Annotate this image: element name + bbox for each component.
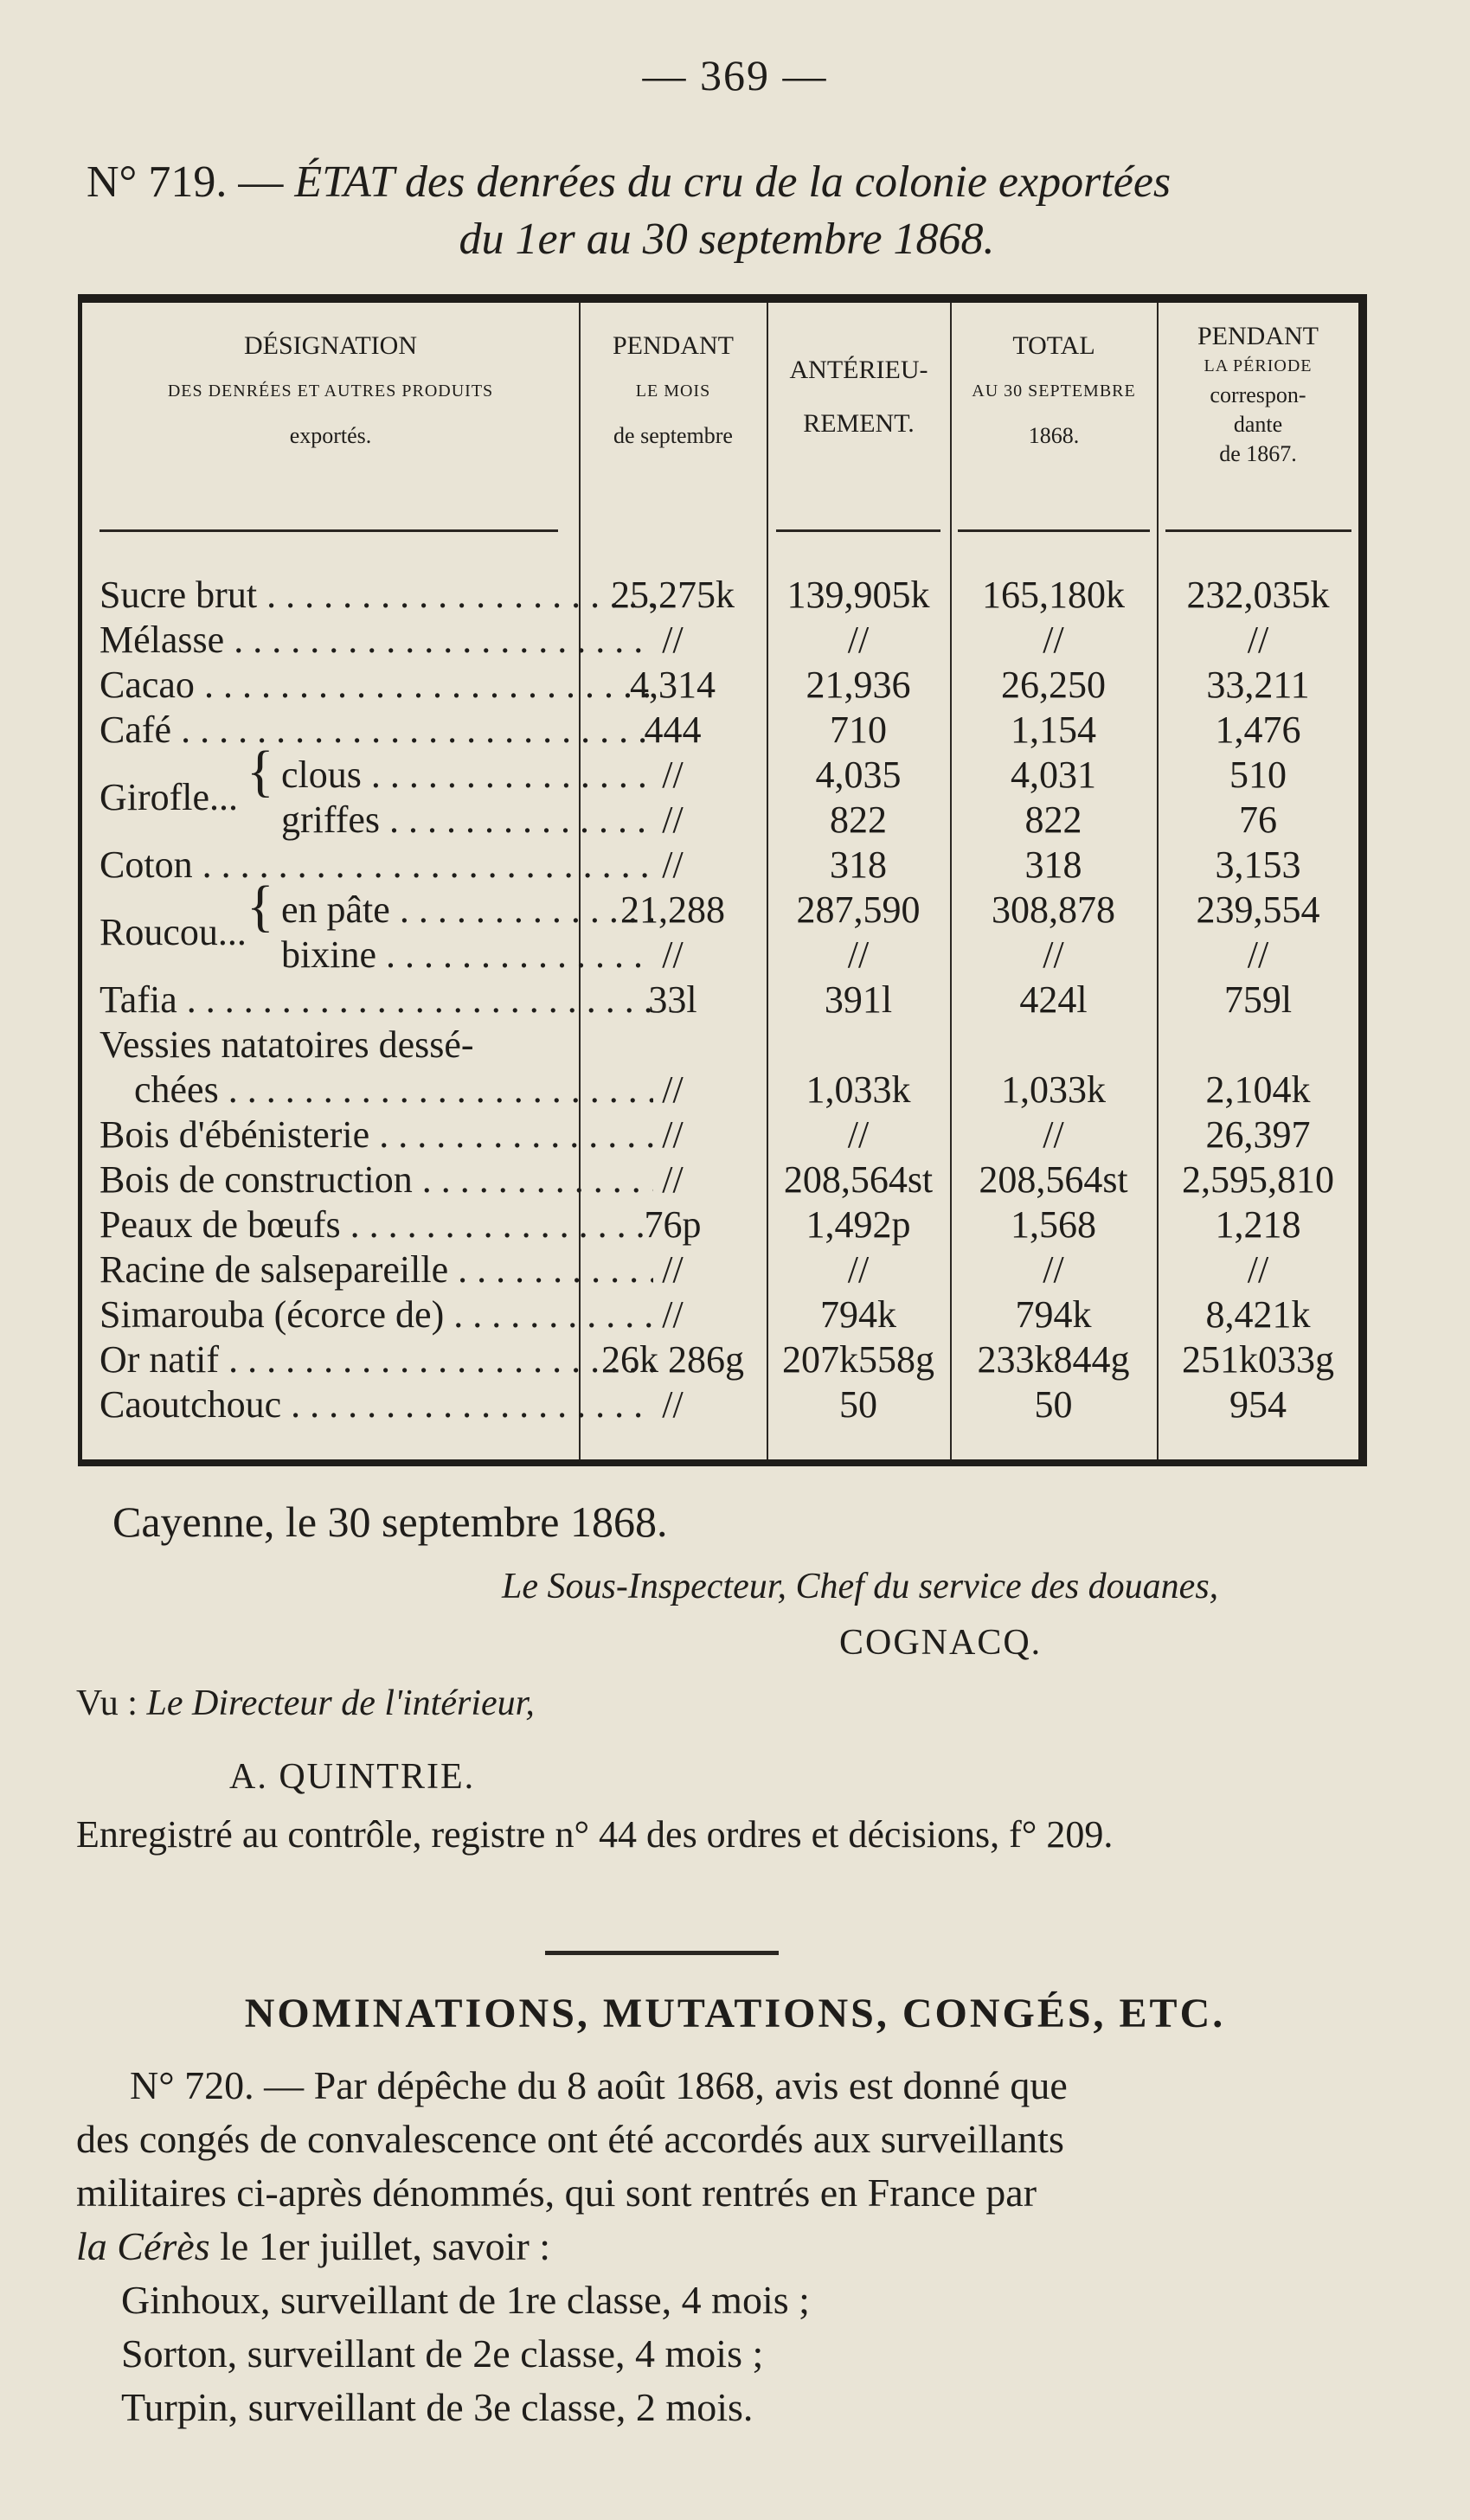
section-heading: NOMINATIONS, MUTATIONS, CONGÉS, ETC. <box>244 1991 1226 2036</box>
header-rule <box>776 529 940 532</box>
director-title: Le Directeur de l'intérieur, <box>146 1683 535 1723</box>
signer-name: COGNACQ. <box>839 1623 1043 1663</box>
list-item: Sorton, surveillant de 2e classe, 4 mois ; <box>121 2331 764 2376</box>
table-row: Girofle... { clous . . . // 4,035 4,031 510 <box>82 753 1358 798</box>
table-row: Simarouba (écorce de) . . . // 794k 794k 8,421k <box>82 1292 1358 1337</box>
table-row: Café . . . 444 710 1,154 1,476 <box>82 708 1358 753</box>
ship-name: la Cérès <box>76 2224 210 2268</box>
vu-prefix: Vu : <box>76 1683 138 1723</box>
table-row: Mélasse . . . // // // // <box>82 618 1358 663</box>
table-row: Vessies natatoires dessé- <box>99 1023 474 1066</box>
table-row: Bois d'ébénisterie . . . // // // 26,397 <box>82 1113 1358 1157</box>
table-row: Roucou... { en pâte . . . 21,288 287,590 308,878 239,554 <box>82 888 1358 933</box>
place-date: Cayenne, le 30 septembre 1868. <box>112 1497 668 1546</box>
table-row: Racine de salsepareille . . . // // // // <box>82 1247 1358 1292</box>
header-rule <box>1165 529 1351 532</box>
header-designation: DÉSIGNATION DES DENRÉES ET AUTRES PRODUITS exportés. <box>167 331 494 448</box>
exports-table <box>78 294 1367 1466</box>
header-rule <box>958 529 1150 532</box>
table-row: Or natif . . . 26k 286g 207k558g 233k844g 251k033g <box>82 1337 1358 1382</box>
page-number: — 369 — <box>642 51 828 99</box>
table-row: Coton . . . // 318 318 3,153 <box>82 843 1358 888</box>
paragraph-line: des congés de convalescence ont été accordés aux surveillants <box>76 2117 1064 2161</box>
row-group-label: Roucou... <box>99 911 247 953</box>
brace-glyph: { <box>247 875 274 938</box>
document-title <box>87 154 1402 268</box>
document-title-line1: ÉTAT des denrées du cru de la colonie exportées <box>294 157 1172 207</box>
table-row: Bois de construction . . . // 208,564st 208,564st 2,595,810 <box>82 1157 1358 1202</box>
paragraph-line: la Cérès le 1er juillet, savoir : <box>76 2224 551 2268</box>
header-month: PENDANT LE MOIS de septembre <box>613 331 734 448</box>
table-row: bixine . . . // // // // <box>82 933 1358 978</box>
paragraph-line: militaires ci-après dénommés, qui sont rentrés en France par <box>76 2171 1037 2215</box>
table-row: Cacao . . . 4,314 21,936 26,250 33,211 <box>82 663 1358 708</box>
header-rule <box>99 529 558 532</box>
table-row: griffes . . . // 822 822 76 <box>82 798 1358 843</box>
vu-line <box>76 1683 535 1724</box>
row-group-label: Girofle... <box>99 776 239 818</box>
signer-title: Le Sous-Inspecteur, Chef du service des douanes, <box>502 1567 1219 1606</box>
document-title-line2: du 1er au 30 septembre 1868. <box>459 215 995 264</box>
table-row: Peaux de bœufs . . . 76p 1,492p 1,568 1,218 <box>82 1202 1358 1247</box>
table-row: chées . . . // 1,033k 1,033k 2,104k <box>82 1068 1358 1113</box>
list-item: Ginhoux, surveillant de 1re classe, 4 mois ; <box>121 2278 810 2322</box>
paragraph-line: N° 720. — Par dépêche du 8 août 1868, avis est donné que <box>130 2063 1068 2107</box>
list-item: Turpin, surveillant de 3e classe, 2 mois. <box>121 2385 754 2429</box>
table-row: Tafia . . . 33l 391l 424l 759l <box>82 978 1358 1023</box>
table-row: Caoutchouc . . . // 50 50 954 <box>82 1382 1358 1427</box>
header-period: PENDANT LA PÉRIODE correspon- dante de 1867. <box>1197 322 1319 466</box>
header-previous: ANTÉRIEU- REMENT. <box>789 356 928 438</box>
brace-glyph: { <box>247 740 274 803</box>
table-row: Sucre brut . . . 25,275k 139,905k 165,180k 232,035k <box>82 573 1358 618</box>
section-divider <box>545 1951 779 1955</box>
document-number: N° 719. — <box>87 157 284 207</box>
registration-note: Enregistré au contrôle, registre n° 44 des ordres et décisions, f° 209. <box>76 1813 1114 1856</box>
director-name: A. QUINTRIE. <box>229 1757 476 1797</box>
header-total: TOTAL AU 30 SEPTEMBRE 1868. <box>972 331 1136 448</box>
